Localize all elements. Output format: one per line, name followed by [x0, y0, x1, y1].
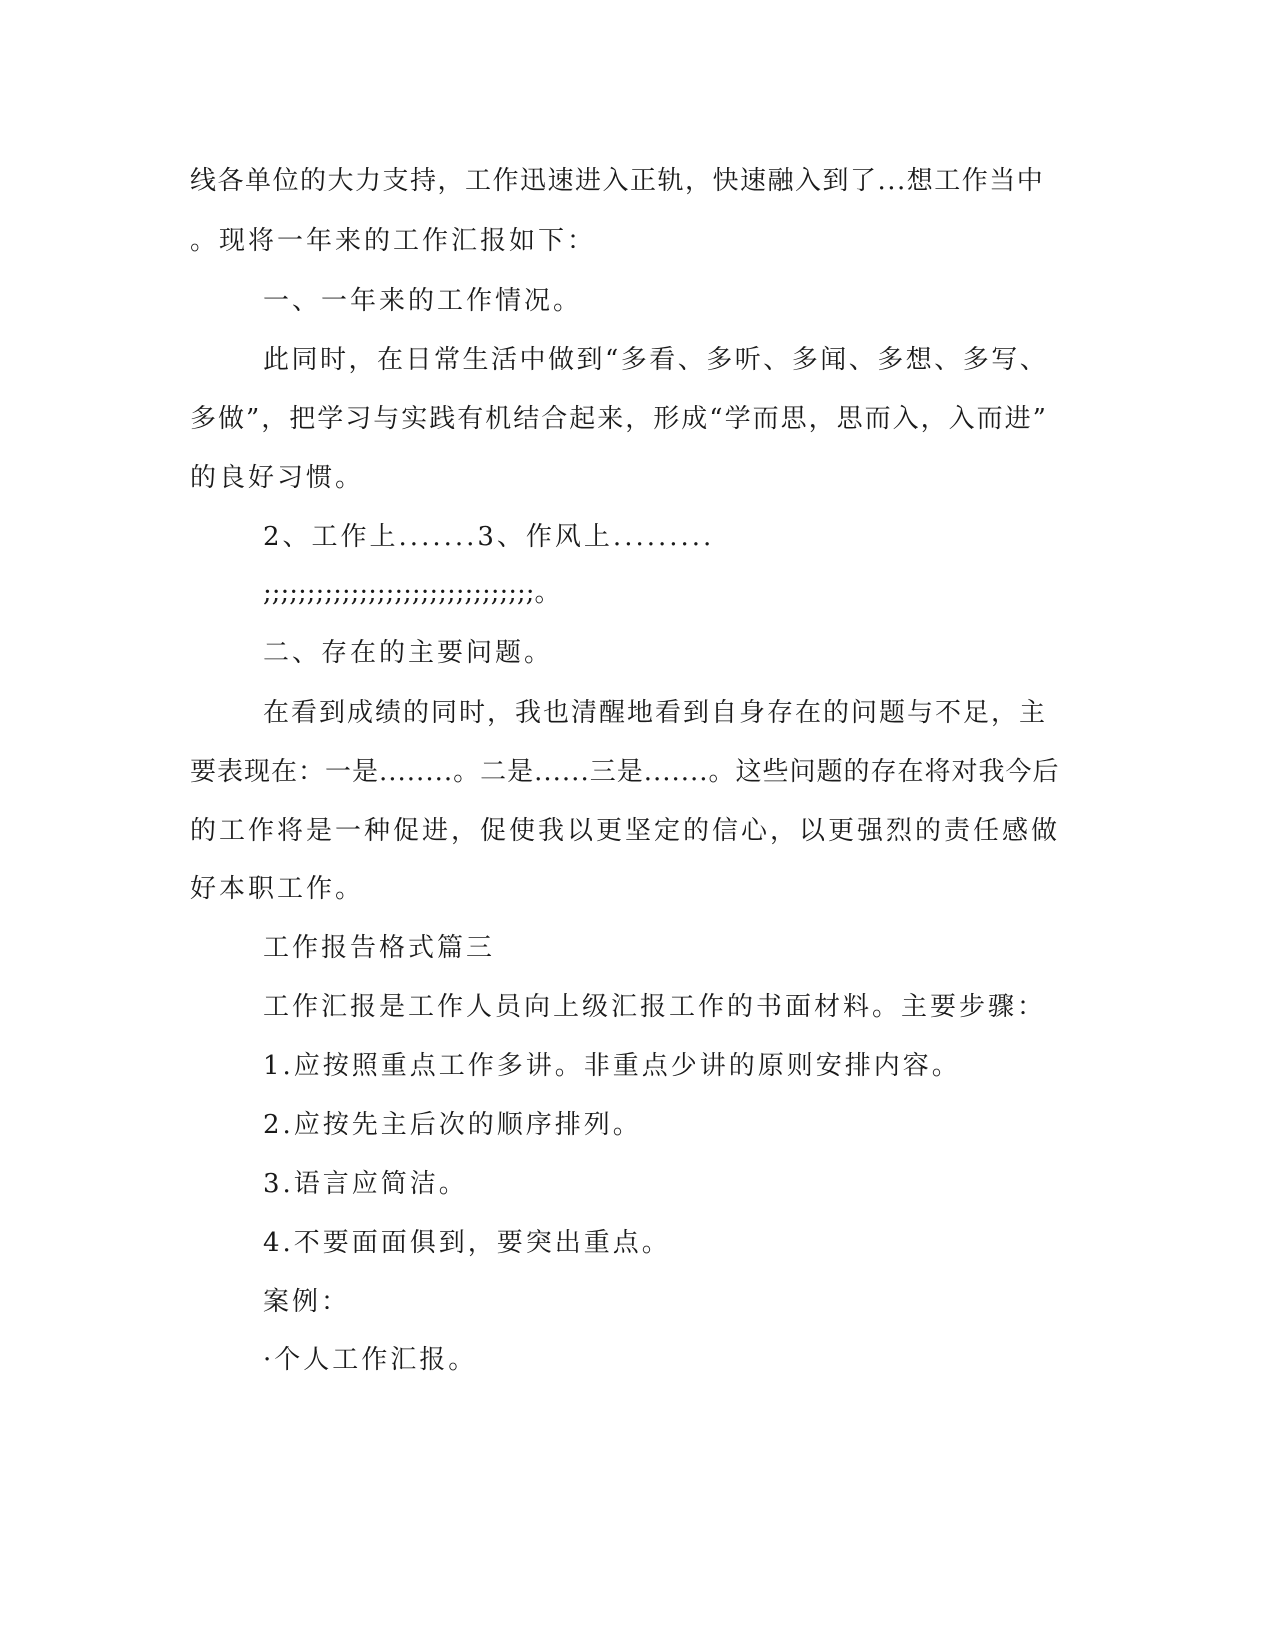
section-heading: 一、一年来的工作情况。: [263, 286, 583, 316]
list-item: 4.不要面面俱到，要突出重点。: [263, 1228, 671, 1258]
text-line: 在看到成绩的同时，我也清醒地看到自身存在的问题与不足，主: [263, 698, 1048, 728]
text-line: ;;;;;;;;;;;;;;;;;;;;;;;;;;;;;;;。: [263, 578, 561, 608]
text-line: 此同时，在日常生活中做到“多看、多听、多闻、多想、多写、: [263, 345, 1049, 375]
section-heading: 二、存在的主要问题。: [263, 638, 554, 668]
text-line: ·个人工作汇报。: [263, 1345, 478, 1375]
text-line: 2、工作上.......3、作风上.........: [263, 522, 715, 552]
text-line: 好本职工作。: [190, 874, 365, 904]
text-line: 的良好习惯。: [190, 463, 365, 493]
text-line: 多做”，把学习与实践有机结合起来，形成“学而思，思而入，入而进”: [190, 404, 1048, 434]
text-line: 工作汇报是工作人员向上级汇报工作的书面材料。主要步骤：: [263, 992, 1047, 1022]
text-line: 要表现在：一是........。二是......三是.......。这些问题的存在将对我今后: [190, 757, 1060, 787]
list-item: 3.语言应简洁。: [263, 1169, 468, 1199]
text-line: 的工作将是一种促进，促使我以更坚定的信心，以更强烈的责任感做: [190, 816, 1061, 846]
text-line: 线各单位的大力支持，工作迅速进入正轨，快速融入到了...想工作当中: [190, 166, 1045, 196]
list-item: 2.应按先主后次的顺序排列。: [263, 1110, 642, 1140]
text-line: 。现将一年来的工作汇报如下：: [190, 226, 597, 256]
text-line: 案例：: [263, 1287, 351, 1317]
section-heading: 工作报告格式篇三: [263, 933, 496, 963]
list-item: 1.应按照重点工作多讲。非重点少讲的原则安排内容。: [263, 1051, 961, 1081]
